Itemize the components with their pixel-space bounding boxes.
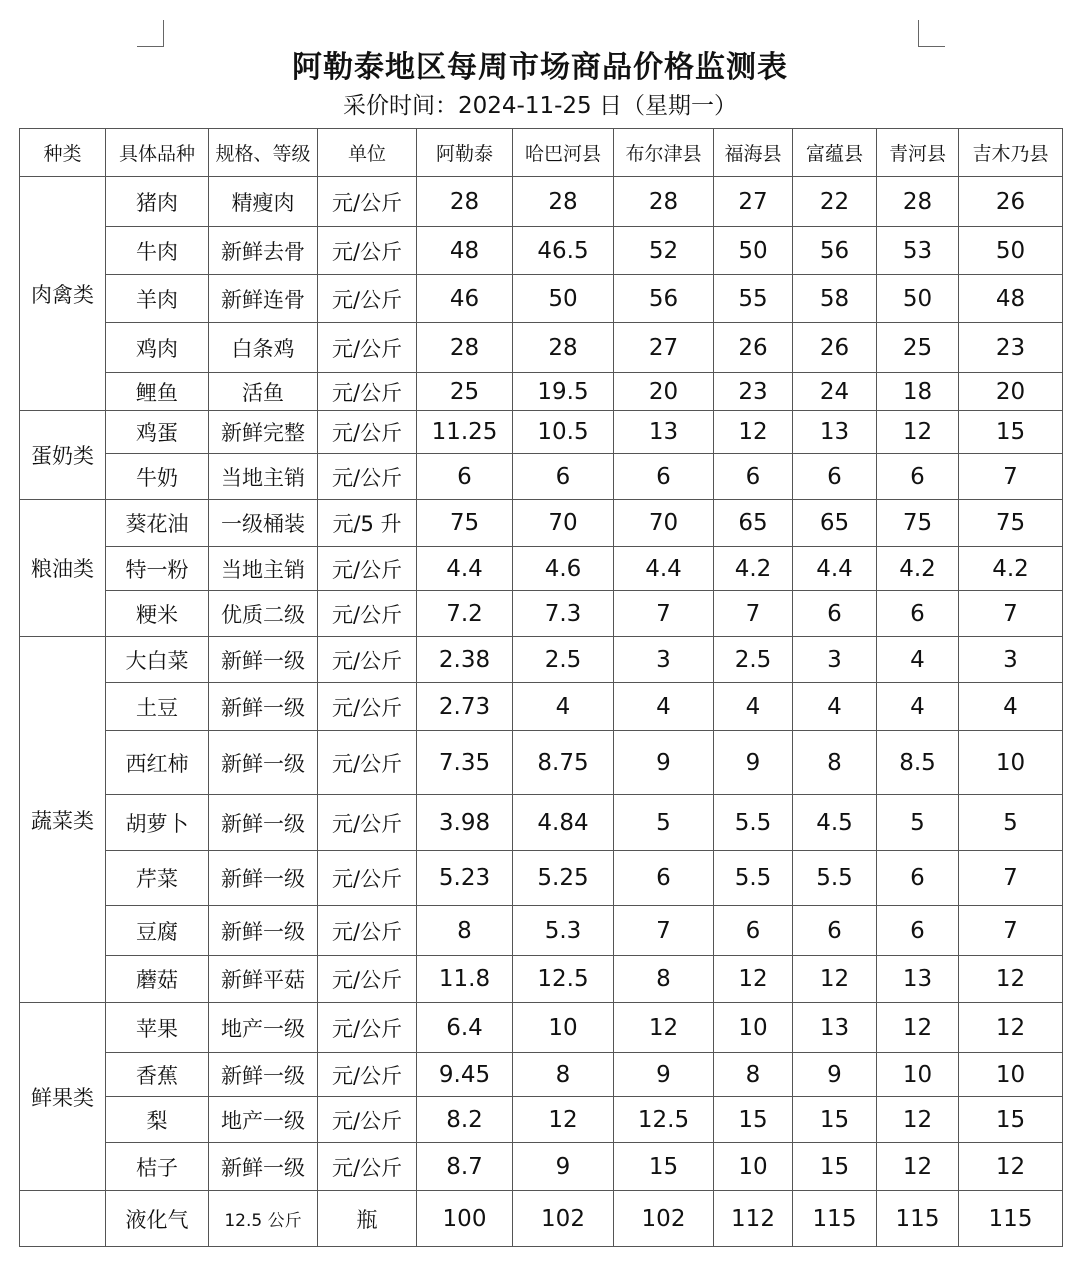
- unit-cell: 元/公斤: [318, 906, 417, 956]
- price-cell: 6: [877, 851, 959, 906]
- price-cell: 6: [793, 591, 877, 637]
- spec-cell: 地产一级: [209, 1097, 318, 1143]
- table-row: [20, 683, 1063, 731]
- unit-cell: 元/公斤: [318, 227, 417, 275]
- price-cell: 5.3: [513, 906, 614, 956]
- price-cell: 13: [793, 411, 877, 454]
- price-cell: 10: [877, 1053, 959, 1097]
- price-cell: 7: [959, 591, 1063, 637]
- price-cell: 2.73: [417, 683, 513, 731]
- item-name-cell: 西红柿: [106, 731, 209, 795]
- price-cell: 12: [877, 1143, 959, 1191]
- price-cell: 7: [959, 906, 1063, 956]
- price-cell: 5.5: [714, 851, 793, 906]
- item-name-cell: 粳米: [106, 591, 209, 637]
- price-cell: 4.84: [513, 795, 614, 851]
- column-header: 规格、等级: [209, 129, 318, 177]
- unit-cell: 元/公斤: [318, 1003, 417, 1053]
- price-cell: 12: [714, 411, 793, 454]
- price-cell: 7.35: [417, 731, 513, 795]
- price-cell: 10: [513, 1003, 614, 1053]
- category-cell: 蛋奶类: [20, 411, 106, 500]
- price-cell: 115: [877, 1191, 959, 1247]
- spec-cell: 新鲜连骨: [209, 275, 318, 323]
- price-cell: 56: [614, 275, 714, 323]
- price-cell: 12: [877, 1003, 959, 1053]
- spec-cell: 白条鸡: [209, 323, 318, 373]
- price-cell: 15: [614, 1143, 714, 1191]
- table-header-row: [20, 129, 1063, 177]
- table-row: [20, 637, 1063, 683]
- item-name-cell: 梨: [106, 1097, 209, 1143]
- price-cell: 48: [417, 227, 513, 275]
- column-header: 单位: [318, 129, 417, 177]
- table-row: [20, 1097, 1063, 1143]
- column-header: 哈巴河县: [513, 129, 614, 177]
- price-cell: 4.6: [513, 547, 614, 591]
- price-cell: 8.75: [513, 731, 614, 795]
- spec-cell: 当地主销: [209, 454, 318, 500]
- spec-cell: 新鲜一级: [209, 731, 318, 795]
- price-cell: 12: [714, 956, 793, 1003]
- spec-cell: 当地主销: [209, 547, 318, 591]
- price-cell: 4.4: [793, 547, 877, 591]
- price-cell: 12: [959, 1003, 1063, 1053]
- price-cell: 8: [714, 1053, 793, 1097]
- price-cell: 28: [513, 323, 614, 373]
- price-cell: 2.5: [513, 637, 614, 683]
- item-name-cell: 鲤鱼: [106, 373, 209, 411]
- price-cell: 15: [793, 1143, 877, 1191]
- price-cell: 9: [714, 731, 793, 795]
- spec-cell: 新鲜去骨: [209, 227, 318, 275]
- unit-cell: 元/公斤: [318, 956, 417, 1003]
- price-cell: 115: [793, 1191, 877, 1247]
- price-cell: 5: [877, 795, 959, 851]
- price-cell: 7: [614, 591, 714, 637]
- price-cell: 15: [793, 1097, 877, 1143]
- price-cell: 28: [513, 177, 614, 227]
- price-cell: 28: [417, 177, 513, 227]
- price-cell: 12.5: [513, 956, 614, 1003]
- spec-cell: 地产一级: [209, 1003, 318, 1053]
- item-name-cell: 芹菜: [106, 851, 209, 906]
- item-name-cell: 苹果: [106, 1003, 209, 1053]
- price-cell: 7.3: [513, 591, 614, 637]
- price-cell: 6: [793, 906, 877, 956]
- spec-cell: 新鲜一级: [209, 1053, 318, 1097]
- price-cell: 6: [614, 851, 714, 906]
- category-cell: 肉禽类: [20, 177, 106, 411]
- price-cell: 23: [959, 323, 1063, 373]
- table-row: [20, 906, 1063, 956]
- price-table: [19, 128, 1063, 1247]
- price-cell: 50: [714, 227, 793, 275]
- spec-cell: 12.5 公斤: [209, 1191, 318, 1247]
- price-cell: 46.5: [513, 227, 614, 275]
- price-cell: 102: [513, 1191, 614, 1247]
- category-cell: 粮油类: [20, 500, 106, 637]
- price-cell: 5.5: [714, 795, 793, 851]
- price-cell: 7: [959, 851, 1063, 906]
- column-header: 青河县: [877, 129, 959, 177]
- price-cell: 2.38: [417, 637, 513, 683]
- unit-cell: 元/5 升: [318, 500, 417, 547]
- price-cell: 10: [714, 1143, 793, 1191]
- price-cell: 12: [959, 1143, 1063, 1191]
- item-name-cell: 液化气: [106, 1191, 209, 1247]
- price-cell: 4: [793, 683, 877, 731]
- price-cell: 15: [959, 1097, 1063, 1143]
- spec-cell: 新鲜一级: [209, 851, 318, 906]
- price-cell: 8: [793, 731, 877, 795]
- price-cell: 8: [513, 1053, 614, 1097]
- price-cell: 6: [714, 454, 793, 500]
- price-cell: 12: [614, 1003, 714, 1053]
- unit-cell: 元/公斤: [318, 851, 417, 906]
- price-cell: 7: [714, 591, 793, 637]
- column-header: 吉木乃县: [959, 129, 1063, 177]
- price-cell: 4: [513, 683, 614, 731]
- price-cell: 4.2: [959, 547, 1063, 591]
- price-cell: 8.7: [417, 1143, 513, 1191]
- price-cell: 4.2: [714, 547, 793, 591]
- price-cell: 11.25: [417, 411, 513, 454]
- price-cell: 28: [877, 177, 959, 227]
- price-cell: 4.2: [877, 547, 959, 591]
- price-cell: 4: [959, 683, 1063, 731]
- price-cell: 6: [793, 454, 877, 500]
- item-name-cell: 鸡蛋: [106, 411, 209, 454]
- table-row: [20, 177, 1063, 227]
- table-row: [20, 454, 1063, 500]
- price-cell: 5: [959, 795, 1063, 851]
- unit-cell: 元/公斤: [318, 547, 417, 591]
- price-cell: 46: [417, 275, 513, 323]
- price-cell: 4.5: [793, 795, 877, 851]
- page-subtitle: 采价时间：2024-11-25 日（星期一）: [343, 93, 737, 119]
- price-cell: 12.5: [614, 1097, 714, 1143]
- spec-cell: 新鲜平菇: [209, 956, 318, 1003]
- spec-cell: 优质二级: [209, 591, 318, 637]
- category-cell: 蔬菜类: [20, 637, 106, 1003]
- price-cell: 75: [959, 500, 1063, 547]
- price-cell: 8: [417, 906, 513, 956]
- unit-cell: 元/公斤: [318, 1053, 417, 1097]
- price-cell: 4.4: [417, 547, 513, 591]
- price-cell: 12: [877, 411, 959, 454]
- price-cell: 9: [614, 731, 714, 795]
- price-cell: 6: [417, 454, 513, 500]
- unit-cell: 元/公斤: [318, 411, 417, 454]
- item-name-cell: 胡萝卜: [106, 795, 209, 851]
- price-cell: 3: [793, 637, 877, 683]
- item-name-cell: 特一粉: [106, 547, 209, 591]
- price-cell: 48: [959, 275, 1063, 323]
- item-name-cell: 鸡肉: [106, 323, 209, 373]
- unit-cell: 元/公斤: [318, 177, 417, 227]
- unit-cell: 元/公斤: [318, 795, 417, 851]
- price-cell: 6: [877, 906, 959, 956]
- price-cell: 8.5: [877, 731, 959, 795]
- price-cell: 24: [793, 373, 877, 411]
- column-header: 布尔津县: [614, 129, 714, 177]
- price-cell: 4: [877, 683, 959, 731]
- table-row: [20, 591, 1063, 637]
- table-row: [20, 1053, 1063, 1097]
- price-cell: 6.4: [417, 1003, 513, 1053]
- price-cell: 6: [714, 906, 793, 956]
- price-cell: 5: [614, 795, 714, 851]
- price-cell: 25: [417, 373, 513, 411]
- column-header: 富蕴县: [793, 129, 877, 177]
- table-row: [20, 411, 1063, 454]
- table-row: [20, 795, 1063, 851]
- price-cell: 5.23: [417, 851, 513, 906]
- table-row: [20, 1191, 1063, 1247]
- unit-cell: 元/公斤: [318, 454, 417, 500]
- price-cell: 115: [959, 1191, 1063, 1247]
- price-cell: 50: [959, 227, 1063, 275]
- price-cell: 26: [714, 323, 793, 373]
- price-cell: 8.2: [417, 1097, 513, 1143]
- table-row: [20, 1143, 1063, 1191]
- price-cell: 70: [614, 500, 714, 547]
- unit-cell: 元/公斤: [318, 731, 417, 795]
- page-title: 阿勒泰地区每周市场商品价格监测表: [292, 50, 788, 85]
- price-cell: 50: [513, 275, 614, 323]
- price-cell: 9.45: [417, 1053, 513, 1097]
- price-cell: 20: [614, 373, 714, 411]
- price-cell: 26: [793, 323, 877, 373]
- price-cell: 56: [793, 227, 877, 275]
- price-cell: 15: [959, 411, 1063, 454]
- price-cell: 102: [614, 1191, 714, 1247]
- price-cell: 4: [877, 637, 959, 683]
- price-cell: 9: [513, 1143, 614, 1191]
- price-cell: 12: [877, 1097, 959, 1143]
- price-cell: 28: [417, 323, 513, 373]
- column-header: 具体品种: [106, 129, 209, 177]
- price-cell: 19.5: [513, 373, 614, 411]
- category-cell: 鲜果类: [20, 1003, 106, 1191]
- table-row: [20, 851, 1063, 906]
- price-cell: 7.2: [417, 591, 513, 637]
- price-cell: 11.8: [417, 956, 513, 1003]
- price-cell: 6: [877, 591, 959, 637]
- price-cell: 4.4: [614, 547, 714, 591]
- price-cell: 5.5: [793, 851, 877, 906]
- price-cell: 6: [614, 454, 714, 500]
- item-name-cell: 猪肉: [106, 177, 209, 227]
- price-cell: 75: [417, 500, 513, 547]
- price-cell: 28: [614, 177, 714, 227]
- price-cell: 12: [793, 956, 877, 1003]
- price-cell: 15: [714, 1097, 793, 1143]
- spec-cell: 一级桶装: [209, 500, 318, 547]
- price-cell: 6: [877, 454, 959, 500]
- price-cell: 4: [714, 683, 793, 731]
- item-name-cell: 葵花油: [106, 500, 209, 547]
- price-cell: 13: [793, 1003, 877, 1053]
- price-cell: 10: [959, 1053, 1063, 1097]
- unit-cell: 元/公斤: [318, 1097, 417, 1143]
- price-cell: 22: [793, 177, 877, 227]
- price-cell: 2.5: [714, 637, 793, 683]
- price-cell: 112: [714, 1191, 793, 1247]
- price-cell: 9: [793, 1053, 877, 1097]
- spec-cell: 精瘦肉: [209, 177, 318, 227]
- table-row: [20, 731, 1063, 795]
- price-cell: 7: [614, 906, 714, 956]
- price-cell: 65: [793, 500, 877, 547]
- price-cell: 5.25: [513, 851, 614, 906]
- price-cell: 50: [877, 275, 959, 323]
- spec-cell: 新鲜一级: [209, 1143, 318, 1191]
- item-name-cell: 牛奶: [106, 454, 209, 500]
- price-cell: 7: [959, 454, 1063, 500]
- unit-cell: 元/公斤: [318, 683, 417, 731]
- item-name-cell: 蘑菇: [106, 956, 209, 1003]
- item-name-cell: 香蕉: [106, 1053, 209, 1097]
- price-cell: 10.5: [513, 411, 614, 454]
- table-row: [20, 956, 1063, 1003]
- price-cell: 3: [959, 637, 1063, 683]
- table-row: [20, 1003, 1063, 1053]
- price-cell: 18: [877, 373, 959, 411]
- item-name-cell: 桔子: [106, 1143, 209, 1191]
- spec-cell: 活鱼: [209, 373, 318, 411]
- price-cell: 53: [877, 227, 959, 275]
- price-cell: 75: [877, 500, 959, 547]
- item-name-cell: 土豆: [106, 683, 209, 731]
- spec-cell: 新鲜一级: [209, 637, 318, 683]
- column-header: 种类: [20, 129, 106, 177]
- price-cell: 13: [614, 411, 714, 454]
- unit-cell: 元/公斤: [318, 275, 417, 323]
- table-row: [20, 547, 1063, 591]
- price-cell: 27: [614, 323, 714, 373]
- table-row: [20, 275, 1063, 323]
- price-cell: 27: [714, 177, 793, 227]
- unit-cell: 瓶: [318, 1191, 417, 1247]
- price-cell: 3: [614, 637, 714, 683]
- item-name-cell: 豆腐: [106, 906, 209, 956]
- column-header: 福海县: [714, 129, 793, 177]
- price-cell: 58: [793, 275, 877, 323]
- table-row: [20, 373, 1063, 411]
- spec-cell: 新鲜一级: [209, 683, 318, 731]
- table-row: [20, 500, 1063, 547]
- unit-cell: 元/公斤: [318, 1143, 417, 1191]
- price-cell: 6: [513, 454, 614, 500]
- item-name-cell: 大白菜: [106, 637, 209, 683]
- price-cell: 8: [614, 956, 714, 1003]
- table-row: [20, 323, 1063, 373]
- price-cell: 26: [959, 177, 1063, 227]
- price-cell: 10: [714, 1003, 793, 1053]
- price-cell: 3.98: [417, 795, 513, 851]
- price-cell: 25: [877, 323, 959, 373]
- price-cell: 4: [614, 683, 714, 731]
- price-cell: 13: [877, 956, 959, 1003]
- spec-cell: 新鲜完整: [209, 411, 318, 454]
- spec-cell: 新鲜一级: [209, 906, 318, 956]
- price-cell: 23: [714, 373, 793, 411]
- price-cell: 100: [417, 1191, 513, 1247]
- price-cell: 55: [714, 275, 793, 323]
- unit-cell: 元/公斤: [318, 637, 417, 683]
- price-cell: 65: [714, 500, 793, 547]
- table-body: [20, 177, 1063, 1247]
- price-cell: 70: [513, 500, 614, 547]
- price-cell: 12: [513, 1097, 614, 1143]
- item-name-cell: 羊肉: [106, 275, 209, 323]
- price-cell: 52: [614, 227, 714, 275]
- table-row: [20, 227, 1063, 275]
- price-cell: 10: [959, 731, 1063, 795]
- unit-cell: 元/公斤: [318, 591, 417, 637]
- unit-cell: 元/公斤: [318, 323, 417, 373]
- unit-cell: 元/公斤: [318, 373, 417, 411]
- spec-cell: 新鲜一级: [209, 795, 318, 851]
- price-cell: 9: [614, 1053, 714, 1097]
- price-cell: 20: [959, 373, 1063, 411]
- price-cell: 12: [959, 956, 1063, 1003]
- item-name-cell: 牛肉: [106, 227, 209, 275]
- category-cell: [20, 1191, 106, 1247]
- column-header: 阿勒泰: [417, 129, 513, 177]
